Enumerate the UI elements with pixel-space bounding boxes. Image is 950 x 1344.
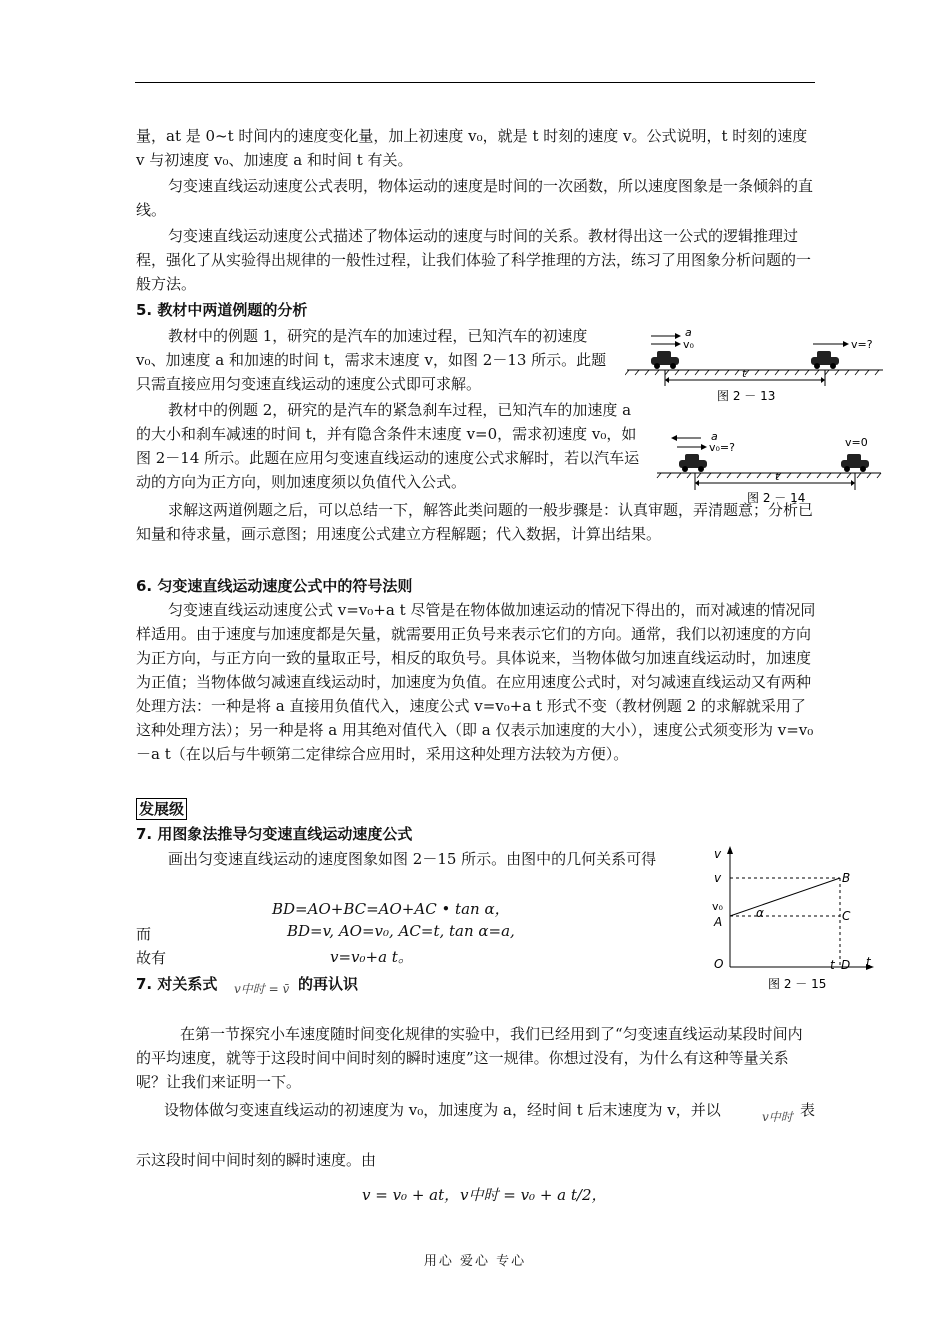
fig15-B: B (842, 871, 851, 885)
fig15-v: v (714, 871, 722, 885)
fig14-v: v=0 (845, 436, 868, 449)
fig15-alpha: α (756, 906, 764, 920)
header-rule (135, 82, 815, 83)
sec5-para2: 教材中的例题 2，研究的是汽车的紧急刹车过程，已知汽车的加速度 a 的大小和刹车减速的时间 t，并有隐含条件末速度 v=0，需求初速度 v₀，如图 2－14 所示。此题在应用匀变速直线运动的速度公式求解时，若以汽车运动的方向为正方向，则加速度须以负值代入公式。 (136, 401, 640, 491)
eq1: BD=AO+BC=AO+AC • tan α， (272, 900, 510, 918)
eq3-label: 故有 (136, 949, 167, 967)
fig14-a: a (711, 430, 718, 443)
car-icon (841, 454, 869, 472)
para1: 量，at 是 0~t 时间内的速度变化量，加上初速度 v₀，就是 t 时刻的速度 v。公式说明，t 时刻的速度 v 与初速度 v₀、加速度 a 和时间 t 有关。 (136, 127, 808, 169)
page-footer: 用心 爱心 专心 (423, 1254, 527, 1269)
final-eq1: v = v₀ + at， (362, 1186, 460, 1204)
figure-2-13 (625, 322, 890, 407)
figure-2-14 (655, 430, 885, 510)
section7-title: 7. 用图象法推导匀变速直线运动速度公式 (136, 825, 413, 843)
fig13-v0: v₀ (683, 338, 694, 351)
fig15-caption: 图 2 － 15 (768, 977, 827, 991)
figure-2-15 (700, 842, 880, 992)
eq3: v=v₀+a t。 (330, 948, 413, 966)
fig13-caption: 图 2 － 13 (717, 389, 776, 403)
car-icon (679, 454, 707, 472)
fig14-v0: v₀=? (709, 441, 735, 454)
level-label: 发展级 (136, 798, 187, 820)
sec7b-para2a: 设物体做匀变速直线运动的初速度为 v₀，加速度为 a，经时间 t 后末速度为 v，并以 (164, 1101, 721, 1119)
fig15-t: t (830, 958, 835, 972)
fig15-O: O (714, 957, 724, 971)
section7b-title-post: 的再认识 (298, 975, 359, 993)
sec7b-para2b: 表 (800, 1101, 816, 1119)
sec6-para: 匀变速直线运动速度公式 v=v₀+a t 尽管是在物体做加速运动的情况下得出的，而对减速的情况同样适用。由于速度与加速度都是矢量，就需要用正负号来表示它们的方向。通常，我们以初速度的方向为正方向，与正方向一致的量取正号，相反的取负号。具体说来，当物体做匀加速直线运动时，加速度为正值；当物体做匀减速直线运动时，加速度为负值。在应用速度公式时，对匀减速直线运动又有两种处理方法：一种是将 a 直接用负值代入，速度公式 v=v₀+a t 形式不变（教材例题 2 的求解就采用了这种处理方法）；另一种是将 a 用其绝对值代入（即 a 仅表示加速度的大小），速度公式须变形为 v=v₀－a t（在以后与牛顿第二定律综合应用时，采用这种处理方法较为方便）。 (136, 601, 816, 763)
sec7-para: 画出匀变速直线运动的速度图象如图 2－15 所示。由图中的几何关系可得 (168, 850, 657, 868)
sec5-para1: 教材中的例题 1，研究的是汽车的加速过程，已知汽车的初速度 v₀、加速度 a 和加速的时间 t，需求末速度 v，如图 2－13 所示。此题只需直接应用匀变速直线运动的速度公式即可求解。 (136, 327, 607, 393)
sec5-para3: 求解这两道例题之后，可以总结一下，解答此类问题的一般步骤是：认真审题，弄清题意；分析已知量和待求量，画示意图；用速度公式建立方程解题；代入数据，计算出结果。 (136, 501, 814, 543)
car-icon (811, 351, 839, 369)
section5-title: 5. 教材中两道例题的分析 (136, 301, 308, 319)
fig15-t-axis: t (866, 955, 871, 969)
car-icon (651, 351, 679, 369)
eq2: BD=v, AO=v₀, AC=t, tan α=a, (287, 922, 515, 940)
fig15-D: D (841, 958, 851, 972)
fig15-v-axis: v (714, 847, 722, 861)
fig13-t: t (742, 367, 747, 380)
eq2-label: 而 (136, 925, 152, 943)
sec7b-para2-symbol: v中时 (762, 1110, 793, 1124)
fig14-t: t (775, 470, 780, 483)
sec7b-para1: 在第一节探究小车速度随时间变化规律的实验中，我们已经用到了“匀变速直线运动某段时间内的平均速度，就等于这段时间中间时刻的瞬时速度”这一规律。你想过没有，为什么有这种等量关系呢？让我们来证明一下。 (136, 1025, 803, 1091)
section7b-title-pre: 7. 对关系式 (136, 975, 218, 993)
fig14-caption: 图 2 － 14 (747, 491, 806, 505)
sec7b-para3: 示这段时间中间时刻的瞬时速度。由 (136, 1151, 377, 1169)
para2: 匀变速直线运动速度公式表明，物体运动的速度是时间的一次函数，所以速度图象是一条倾斜的直线。 (136, 177, 814, 219)
para3: 匀变速直线运动速度公式描述了物体运动的速度与时间的关系。教材得出这一公式的逻辑推理过程，强化了从实验得出规律的一般性过程，让我们体验了科学推理的方法，练习了用图象分析问题的一般方法。 (136, 227, 812, 293)
fig15-v0: v₀ (712, 900, 723, 913)
fig15-C: C (842, 909, 851, 923)
fig15-A: A (714, 915, 723, 929)
section7b-formula: v中时 = v̄ (234, 982, 290, 996)
section6-title: 6. 匀变速直线运动速度公式中的符号法则 (136, 577, 413, 595)
fig13-a: a (685, 326, 692, 339)
final-eq2: v中时 = v₀ + a t/2， (460, 1186, 607, 1204)
fig13-v: v=? (851, 338, 873, 351)
